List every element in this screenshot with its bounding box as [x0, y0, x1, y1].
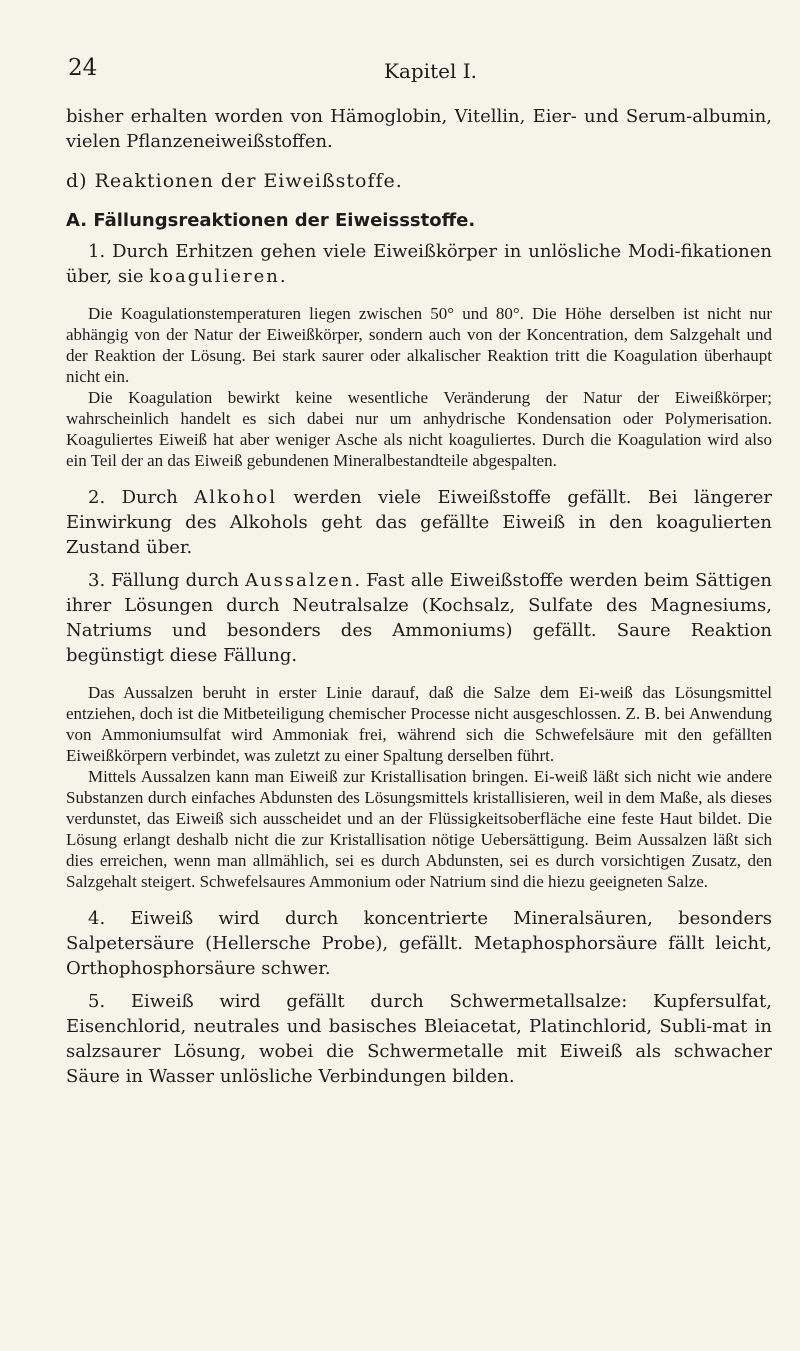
item-1-emphasis: koagulieren: [149, 266, 280, 287]
subsection-heading-a: A. Fällungsreaktionen der Eiweissstoffe.: [66, 210, 476, 231]
item-2-paragraph: [66, 485, 772, 560]
note-1a-paragraph: Die Koagulationstemperaturen liegen zwischen 50° und 80°. Die Höhe derselben ist nicht nur abhängig von der Natur der Eiweißkörper, sondern auch von der Koncentration, dem Salzgehalt und der Reaktion der Lösung. Bei stark saurer oder alkalischer Reaktion tritt die Koagulation überhaupt nicht ein.: [66, 304, 772, 386]
item-3-emphasis: Aussalzen: [245, 570, 355, 591]
page-content: [66, 104, 772, 1089]
note-1b-paragraph: Die Koagulation bewirkt keine wesentliche Veränderung der Natur der Eiweißkörper; wahrscheinlich handelt es sich dabei nur um anhydrische Kondensation oder Polymerisation. Koaguliertes Eiweiß hat aber weniger Asche als nicht koaguliertes. Durch die Koagulation wird also ein Teil der an das Eiweiß gebundenen Mineralbestandteile abgespalten.: [66, 388, 772, 470]
intro-paragraph: bisher erhalten worden von Hämoglobin, Vitellin, Eier- und Serum-albumin, vielen Pflanzeneiweißstoffen.: [66, 106, 772, 152]
item-2-text: 2. Durch: [88, 487, 195, 508]
page-header: [68, 55, 760, 95]
item-3-suffix: . Fast alle Eiweißstoffe werden beim Sättigen ihrer Lösungen durch Neutralsalze (Kochsalz, Sulfate des Magnesiums, Natriums und besonders des Ammoniums) gefällt. Saure Reaktion begünstigt diese Fällung.: [66, 570, 773, 666]
note-3a-paragraph: Das Aussalzen beruht in erster Linie darauf, daß die Salze dem Ei-weiß das Lösungsmittel entziehen, doch ist die Mitbeteiligung chemischer Processe nicht ausgeschlossen. Z. B. bei Anwendung von Ammoniumsulfat wird Ammoniak frei, während sich die Schwefelsäure mit den gefällten Eiweißkörpern verbindet, was zuletzt zu einer Spaltung derselben führt.: [66, 683, 772, 765]
item-5-paragraph: 5. Eiweiß wird gefällt durch Schwermetallsalze: Kupfersulfat, Eisenchlorid, neutrales und basisches Bleiacetat, Platinchlorid, Subli-mat in salzsaurer Lösung, wobei die Schwermetalle mit Eiweiß als schwacher Säure in Wasser unlösliche Verbindungen bilden.: [66, 991, 772, 1087]
note-3b-paragraph: Mittels Aussalzen kann man Eiweiß zur Kristallisation bringen. Ei-weiß läßt sich nicht wie andere Substanzen durch einfaches Abdunsten des Lösungsmittels kristallisieren, weil in dem Maße, als dieses verdunstet, das Eiweiß sich ausscheidet und an der Flüssigkeitsoberfläche eine feste Haut bildet. Die Lösung erlangt deshalb nicht die zur Kristallisation nötige Uebersättigung. Beim Aussalzen läßt sich dies erreichen, wenn man allmählich, sei es durch Abdunsten, sei es durch vorsichtigen Zusatz, den Salzgehalt steigert. Schwefelsaures Ammonium oder Natrium sind die hiezu geeigneten Salze.: [66, 767, 772, 891]
item-1-text: 1. Durch Erhitzen gehen viele Eiweißkörper in unlösliche Modi-fikationen über, sie: [66, 241, 772, 287]
page-number: 24: [68, 55, 98, 81]
item-1-paragraph: [66, 239, 772, 289]
section-heading-d: d) Reaktionen der Eiweißstoffe.: [66, 170, 403, 192]
item-4-paragraph: 4. Eiweiß wird durch koncentrierte Mineralsäuren, besonders Salpetersäure (Hellersche Probe), gefällt. Metaphosphorsäure fällt leicht, Orthophosphorsäure schwer.: [66, 908, 772, 979]
item-3-paragraph: [66, 568, 772, 668]
item-1-suffix: .: [279, 266, 286, 287]
running-title: Kapitel I.: [384, 59, 477, 83]
item-2-suffix: werden viele Eiweißstoffe gefällt. Bei längerer Einwirkung des Alkohols geht das gefällte Eiweiß in den koagulierten Zustand über.: [66, 487, 772, 558]
item-2-emphasis: Alkohol: [194, 487, 277, 508]
item-3-text: 3. Fällung durch: [88, 570, 246, 591]
